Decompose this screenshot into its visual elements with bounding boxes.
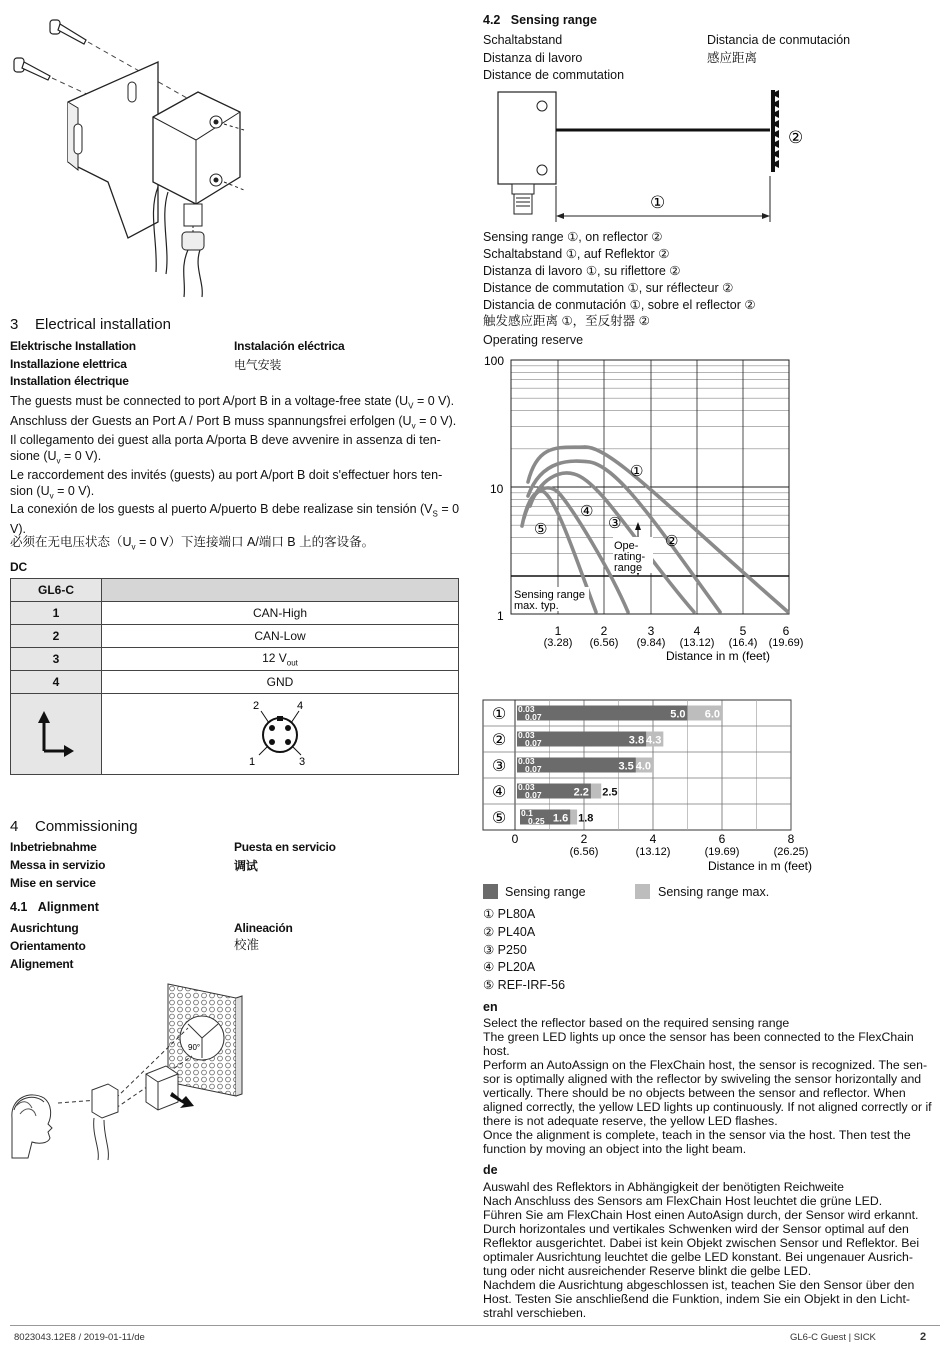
page-number: 2 [920,1331,927,1343]
x-ticks [544,624,804,649]
table-header: GL6-C [11,579,102,602]
legend-swatch-max [635,884,650,899]
m8-connector-icon [235,697,325,769]
curve-label-1: ① [630,463,644,480]
section-41-sub-de: Ausrichtung [10,921,79,935]
section-41-sub-es: Alineación [234,921,293,935]
section-3-sub-fr: Installation électrique [10,374,129,388]
sensing-range-zh: 感应距离 [707,51,758,65]
dc-label: DC [10,560,27,574]
paragraph-fr: Le raccordement des invités (guests) au port A/port B doit s'effectuer hors ten- sion ($U_v = 0$ V). [10,468,443,500]
x-tick-label-ft: (3.28) [543,637,573,649]
section-4-sub-zh: 调试 [234,859,258,873]
bar-min-label: 0.07 [525,790,542,800]
range-marker: ① [650,193,666,212]
reflector-item: ③ P250 [483,943,527,957]
caption-de: Schaltabstand ①, auf Reflektor ② [483,247,670,261]
sensing-range-diagram [490,86,820,226]
y-tick-label: 1 [497,609,504,623]
bar-min-label: 0.25 [528,816,545,826]
section-4-sub-de: Inbetriebnahme [10,840,97,854]
bar-max-value-label: 6.0 [704,708,720,721]
bar-min-label: 0.1 [521,808,533,818]
bar-x-tick-label-ft: (26.25) [773,846,809,858]
operating-reserve-chart [480,350,820,670]
table-row: 3 12 $V_{out}$ [11,648,459,671]
caption-it: Distanza di lavoro ①, su riflettore ② [483,264,681,278]
section-42-title: 4.2 Sensing range [483,13,597,27]
legend-range-label: Sensing range [505,885,586,899]
x-tick-label-ft: (19.69) [768,637,804,649]
y-tick-label: 10 [490,482,504,496]
section-4-sub-fr: Mise en service [10,876,96,890]
lang-tag-en: en [483,1000,498,1014]
section-41-sub-it: Orientamento [10,939,86,953]
reflector-marker: ② [788,128,804,147]
bar-max-value-label: 1.8 [578,812,594,825]
instructions-de: Auswahl des Reflektors in Abhängigkeit der benötigten Reichweite Nach Anschluss des Sensors am FlexChain Host leuchtet die grüne LED. Führen Sie am FlexChain Host einen AutoAsign durch, der Sensor wird erkannt. Durch horizontales und vertikales Schwenken wird der Sensor optimal auf den Reflektor ausgerichtet. Dabei ist kein Objekt zwischen Sensor und Reflektor. Bei optimaler Ausrichtung leuchtet die gelbe LED konstant. Bei ungenauer Ausrich- tung oder nicht ausreichender Reserve blinkt die gelbe LED. Nachdem die Ausrichtung abgeschlossen ist, teachen Sie den Sensor über den Host. Testen Sie anschließend die Funktion, indem Sie ein Objekt in den Licht- strahl verschieben. [483,1180,920,1320]
bar-x-tick-label: 0 [511,832,519,846]
curve-label-3: ③ [608,515,622,532]
legend-swatch-range [483,884,498,899]
reflector-item: ① PL80A [483,907,536,921]
footer-docnum: 8023043.12E8 / 2019-01-11/de [14,1332,145,1343]
bar-x-tick-label: 8 [787,832,795,846]
arrow-icon [36,705,76,761]
paragraph-zh: 必须在无电压状态（$U_v = 0$ V）下连接端口 A/端口 B 上的客设备。 [10,535,375,552]
bar-x-tick-label-ft: (19.69) [704,846,740,858]
bar-value-label: 1.6 [552,812,569,825]
section-41-sub-zh: 校准 [234,938,260,952]
alignment-illustration [8,978,248,1168]
paragraph-it: Il collegamento dei guest alla porta A/porta B deve avvenire in assenza di ten- sione ($U_v = 0$ V). [10,433,441,465]
bar-category-label: ② [491,732,507,749]
sensing-range-de: Schaltabstand [483,33,563,47]
bar-x-tick-label: 4 [649,832,657,846]
bar-max-value-label: 2.5 [602,786,618,799]
bar-min-label: 0.07 [525,738,542,748]
table-row-connector [11,694,459,775]
table-row: 1 CAN-High [11,602,459,625]
mounting-illustration [8,12,248,302]
footer-product: GL6-C Guest | SICK [790,1332,876,1343]
bar-max-value-label: 4.0 [635,760,651,773]
paragraph-es: La conexión de los guests al puerto A/puerto B debe realizase sin tensión ($V_S = 0$ V). [10,502,460,536]
caption-fr: Distance de commutation ①, sur réflecteur ② [483,281,734,295]
lang-tag-de: de [483,1163,498,1177]
bar-min-label: 0.03 [518,782,535,792]
bar-x-tick-label: 6 [718,832,726,846]
x-tick-label: 5 [739,624,747,638]
section-3-sub-es: Instalación eléctrica [234,339,345,353]
curve-label-5: ⑤ [534,521,548,538]
svg-text:2: 2 [253,699,260,712]
pin-assignment-table [10,578,459,775]
caption-zh: 触发感应距离 ①，至反射器 ② [483,314,650,328]
svg-text:1: 1 [249,755,256,768]
sensing-range-it: Distanza di lavoro [483,51,583,65]
bar-min-label: 0.07 [525,712,542,722]
bar-max-value-label: 4.3 [646,734,662,747]
bar-min-label: 0.03 [518,756,535,766]
x-tick-label-ft: (6.56) [589,637,619,649]
section-3-sub-it: Installazione elettrica [10,357,127,371]
sensing-range-es: Distancia de conmutación [707,33,851,47]
bar-value-label: 2.2 [573,786,589,799]
section-4-sub-es: Puesta en servicio [234,840,336,854]
section-3-sub-de: Elektrische Installation [10,339,136,353]
instructions-en: Select the reflector based on the required sensing range The green LED lights up once the sensor has been connected to the FlexChain host. Perform an AutoAssign on the FlexChain host, the sensor is recognized. The sen- sor is optimally aligned with the reflector by swiveling the sensor horizontally and vertically. There should be no objects between the sensor and reflector. When aligned correctly, the yellow LED lights up continuously. If not aligned correctly or if there is not adequate reserve, the yellow LED flashes. Once the alignment is complete, teach in the sensor via the host. Then test the function by moving an object into the light beam. [483,1016,932,1156]
table-row: 2 CAN-Low [11,625,459,648]
caption-es: Distancia de conmutación ①, sobre el reflector ② [483,298,756,312]
operating-range-label: Ope- rating- range [614,540,646,574]
bar-value-label: 3.5 [618,760,634,773]
footer-divider [10,1325,940,1326]
bar-range [517,706,688,721]
x-tick-label: 2 [600,624,608,638]
operating-reserve-label: Operating reserve [483,333,584,347]
curve-label-2: ② [665,533,679,550]
paragraph-de: Anschluss der Guests an Port A / Port B muss spannungsfrei erfolgen ($U_v = 0$ V). [10,414,457,431]
section-3-sub-zh: 电气安装 [234,358,282,372]
bar-min-label: 0.07 [525,764,542,774]
bar-category-label: ⑤ [491,810,507,827]
section-41-sub-fr: Alignement [10,957,74,971]
table-row: 4 GND [11,671,459,694]
x-tick-label-ft: (13.12) [679,637,715,649]
curve-label-4: ④ [580,503,594,520]
bar-x-axis-label: Distance in m (feet) [707,859,813,873]
paragraph-en: The guests must be connected to port A/port B in a voltage-free state ($U_V = 0$ V). [10,394,455,411]
reflector-item: ② PL40A [483,925,536,939]
section-41-title: 4.1 Alignment [10,900,99,914]
caption-en: Sensing range ①, on reflector ② [483,230,663,244]
svg-text:4: 4 [297,699,304,712]
bar-value-label: 3.8 [628,734,645,747]
reflector-item: ④ PL20A [483,960,536,974]
svg-text:90°: 90° [188,1043,201,1052]
bar-category-label: ④ [491,784,507,801]
bar-category-label: ① [491,706,507,723]
x-tick-label: 3 [647,624,655,638]
x-tick-label-ft: (16.4) [728,637,758,649]
bar-x-tick-label-ft: (13.12) [635,846,671,858]
x-tick-label: 4 [693,624,701,638]
bar-category-label: ③ [491,758,507,775]
section-4-title: 4 Commissioning [10,818,138,835]
sensing-range-max-label: Sensing range max. typ. [514,589,585,612]
bar-min-label: 0.03 [518,704,535,714]
section-3-title: 3 Electrical installation [10,316,171,333]
section-4-sub-it: Messa in servizio [10,858,106,872]
sensing-range-fr: Distance de commutation [483,68,625,82]
bar-x-tick-label: 2 [580,832,588,846]
reflector-item: ⑤ REF-IRF-56 [483,978,566,992]
svg-text:3: 3 [299,755,306,768]
x-tick-label: 1 [554,624,562,638]
x-tick-label: 6 [782,624,790,638]
bar-value-label: 5.0 [670,708,686,721]
y-tick-label: 100 [484,354,505,368]
bar-min-label: 0.03 [518,730,535,740]
x-axis-label: Distance in m (feet) [665,649,771,663]
x-tick-label-ft: (9.84) [636,637,666,649]
bar-x-tick-label-ft: (6.56) [569,846,599,858]
legend-max-label: Sensing range max. [658,885,770,899]
sensing-range-bar-chart [480,697,820,877]
